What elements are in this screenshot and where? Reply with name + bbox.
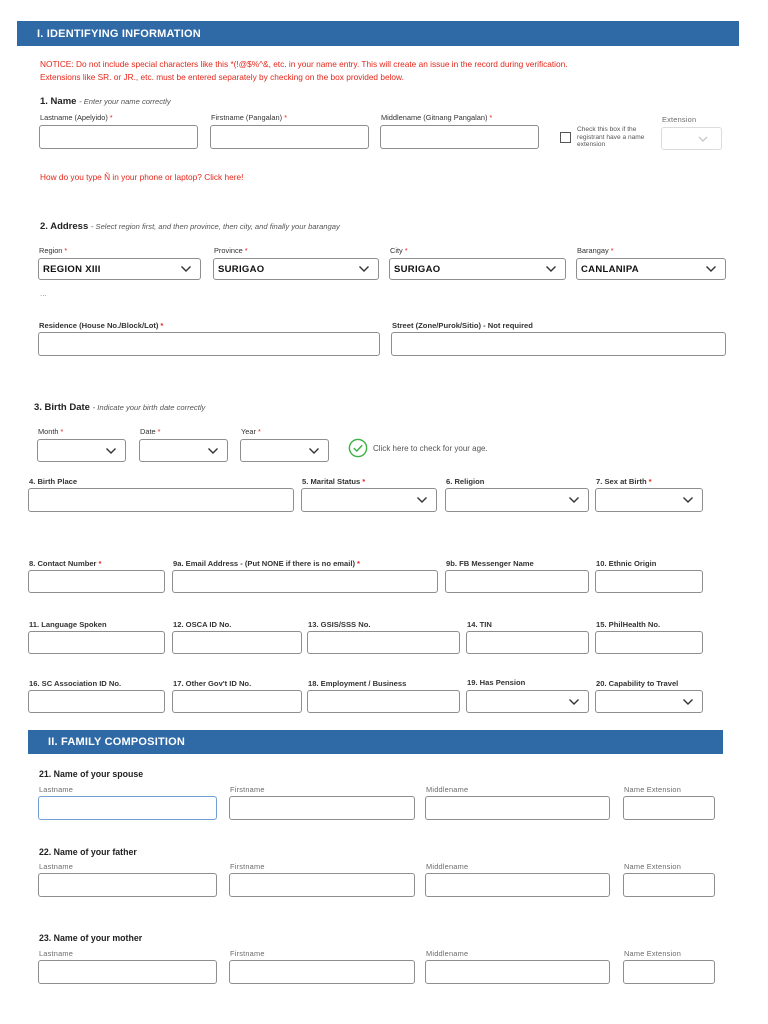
age-check-link[interactable]: Click here to check for your age.: [373, 444, 488, 453]
chevron-down-icon: [545, 265, 557, 273]
birth-place-input[interactable]: [28, 488, 294, 512]
mother-middlename-label: Middlename: [426, 949, 469, 958]
mother-lastname-label: Lastname: [39, 949, 74, 958]
month-label: Month *: [38, 427, 64, 436]
contact-label: 8. Contact Number *: [29, 559, 102, 568]
mother-firstname-label: Firstname: [230, 949, 265, 958]
extension-label: Extension: [662, 115, 697, 124]
lastname-input[interactable]: [39, 125, 198, 149]
date-select[interactable]: [139, 439, 228, 462]
pension-select[interactable]: [466, 690, 589, 713]
check-circle-icon[interactable]: [348, 438, 368, 458]
firstname-input[interactable]: [210, 125, 369, 149]
birthdate-section-title: 3. Birth Date - Indicate your birth date correctly: [34, 402, 206, 413]
spouse-middlename-label: Middlename: [426, 785, 469, 794]
chevron-down-icon: [682, 698, 694, 706]
middlename-label: Middlename (Gitnang Pangalan) *: [381, 113, 493, 122]
fb-input[interactable]: [445, 570, 589, 593]
chevron-down-icon: [568, 496, 580, 504]
section-header-identifying: [17, 21, 739, 46]
region-select[interactable]: [38, 258, 201, 280]
region-label: Region *: [39, 246, 68, 255]
chevron-down-icon: [105, 447, 117, 455]
gsis-input[interactable]: [307, 631, 460, 654]
address-section-title: 2. Address - Select region first, and then province, then city, and finally your barangay: [40, 221, 340, 232]
address-loading-dots: ...: [40, 289, 47, 298]
city-select[interactable]: [389, 258, 566, 280]
tin-input[interactable]: [466, 631, 589, 654]
father-extension-label: Name Extension: [624, 862, 682, 871]
tin-label: 14. TIN: [467, 620, 492, 629]
father-middlename-input[interactable]: [425, 873, 610, 897]
barangay-select[interactable]: [576, 258, 726, 280]
spouse-lastname-input[interactable]: [38, 796, 217, 820]
father-title: 22. Name of your father: [39, 847, 137, 857]
religion-select[interactable]: [445, 488, 589, 512]
year-label: Year *: [241, 427, 261, 436]
chevron-down-icon: [682, 496, 694, 504]
province-select[interactable]: [213, 258, 379, 280]
pension-label: 19. Has Pension: [467, 678, 526, 687]
barangay-value: CANLANIPA: [581, 263, 639, 275]
section-title: I. IDENTIFYING INFORMATION: [37, 27, 201, 40]
spouse-extension-label: Name Extension: [624, 785, 682, 794]
year-select[interactable]: [240, 439, 329, 462]
travel-label: 20. Capability to Travel: [596, 679, 679, 688]
philhealth-input[interactable]: [595, 631, 703, 654]
ethnic-input[interactable]: [595, 570, 703, 593]
spouse-firstname-label: Firstname: [230, 785, 265, 794]
birth-place-label: 4. Birth Place: [29, 477, 78, 486]
osca-input[interactable]: [172, 631, 302, 654]
chevron-down-icon: [180, 265, 192, 273]
employment-label: 18. Employment / Business: [308, 679, 407, 688]
street-label: Street (Zone/Purok/Sitio) - Not required: [392, 321, 533, 330]
language-label: 11. Language Spoken: [29, 620, 107, 629]
name-section-title: 1. Name - Enter your name correctly: [40, 96, 171, 107]
firstname-label: Firstname (Pangalan) *: [211, 113, 287, 122]
city-label: City *: [390, 246, 408, 255]
province-value: SURIGAO: [218, 263, 265, 275]
marital-status-select[interactable]: [301, 488, 437, 512]
spouse-title: 21. Name of your spouse: [39, 769, 144, 779]
chevron-down-icon: [705, 265, 717, 273]
sex-select[interactable]: [595, 488, 703, 512]
language-input[interactable]: [28, 631, 165, 654]
barangay-label: Barangay *: [577, 246, 614, 255]
month-select[interactable]: [37, 439, 126, 462]
religion-label: 6. Religion: [446, 477, 485, 486]
father-firstname-label: Firstname: [230, 862, 265, 871]
father-firstname-input[interactable]: [229, 873, 415, 897]
extension-select[interactable]: [661, 127, 722, 150]
chevron-down-icon: [358, 265, 370, 273]
fb-label: 9b. FB Messenger Name: [446, 559, 534, 568]
province-label: Province *: [214, 246, 248, 255]
mother-firstname-input[interactable]: [229, 960, 415, 984]
sex-label: 7. Sex at Birth *: [596, 477, 652, 486]
contact-input[interactable]: [28, 570, 165, 593]
section-title: II. FAMILY COMPOSITION: [48, 736, 186, 748]
father-middlename-label: Middlename: [426, 862, 469, 871]
street-input[interactable]: [391, 332, 726, 356]
father-extension-input[interactable]: [623, 873, 715, 897]
residence-label: Residence (House No./Block/Lot) *: [39, 321, 164, 330]
chevron-down-icon: [568, 698, 580, 706]
father-lastname-input[interactable]: [38, 873, 217, 897]
middlename-input[interactable]: [380, 125, 539, 149]
name-extension-checkbox-label: Check this box if the registrant have a name extension: [577, 126, 645, 148]
travel-select[interactable]: [595, 690, 703, 713]
osca-label: 12. OSCA ID No.: [173, 620, 232, 629]
mother-title: 23. Name of your mother: [39, 933, 143, 943]
sc-assoc-label: 16. SC Association ID No.: [29, 679, 122, 688]
email-label: 9a. Email Address - (Put NONE if there is no email) *: [173, 559, 360, 568]
employment-input[interactable]: [307, 690, 460, 713]
other-gov-input[interactable]: [172, 690, 302, 713]
name-extension-checkbox[interactable]: [560, 132, 571, 143]
father-lastname-label: Lastname: [39, 862, 74, 871]
chevron-down-icon: [416, 496, 428, 504]
marital-status-label: 5. Marital Status *: [302, 477, 366, 486]
sc-assoc-input[interactable]: [28, 690, 165, 713]
gsis-label: 13. GSIS/SSS No.: [308, 620, 371, 629]
chevron-down-icon: [308, 447, 320, 455]
spouse-extension-input[interactable]: [623, 796, 715, 820]
ethnic-label: 10. Ethnic Origin: [596, 559, 657, 568]
chevron-down-icon: [207, 447, 219, 455]
residence-input[interactable]: [38, 332, 380, 356]
date-label: Date *: [140, 427, 161, 436]
email-input[interactable]: [172, 570, 438, 593]
mother-lastname-input[interactable]: [38, 960, 217, 984]
region-value: REGION XIII: [43, 263, 101, 275]
enye-help-link[interactable]: How do you type Ñ in your phone or laptop? Click here!: [40, 172, 244, 182]
city-value: SURIGAO: [394, 263, 441, 275]
mother-extension-input[interactable]: [623, 960, 715, 984]
philhealth-label: 15. PhilHealth No.: [596, 620, 661, 629]
lastname-label: Lastname (Apelyido) *: [40, 113, 113, 122]
notice-text: NOTICE: Do not include special characters like this *(!@$%^&, etc. in your name entry. This will create an issue in the record during verification. Extensions like SR. or JR., etc. must be entered separately by checking on the box provided below.: [40, 59, 568, 82]
mother-middlename-input[interactable]: [425, 960, 610, 984]
spouse-middlename-input[interactable]: [425, 796, 610, 820]
chevron-down-icon: [697, 135, 709, 143]
mother-extension-label: Name Extension: [624, 949, 682, 958]
spouse-lastname-label: Lastname: [39, 785, 74, 794]
other-gov-label: 17. Other Gov't ID No.: [173, 679, 252, 688]
section-header-family: [28, 730, 723, 754]
spouse-firstname-input[interactable]: [229, 796, 415, 820]
